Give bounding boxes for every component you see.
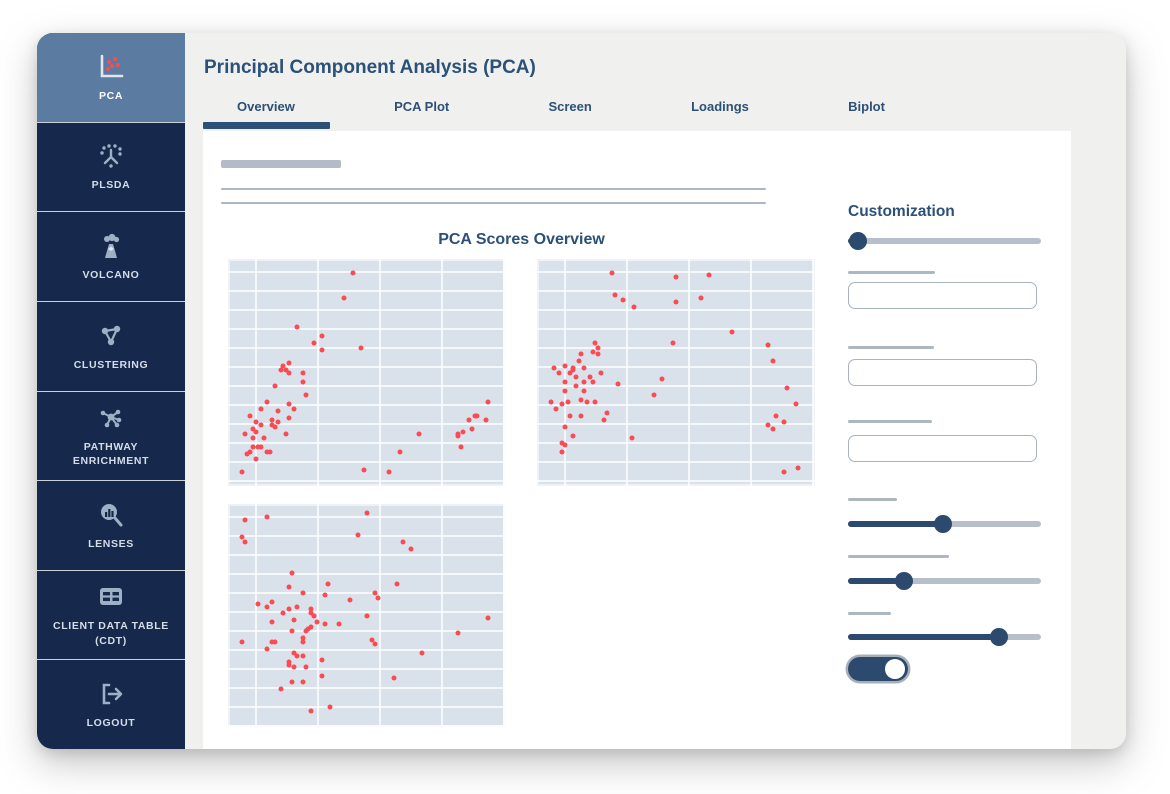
scatter-point xyxy=(486,615,491,620)
slider-label-line xyxy=(848,498,897,501)
scatter-point xyxy=(562,363,567,368)
scatter-point xyxy=(596,352,601,357)
scatter-point xyxy=(300,370,305,375)
scatter-point xyxy=(336,622,341,627)
sidebar xyxy=(37,33,185,749)
scatter-point xyxy=(593,400,598,405)
pca-scatter-plot-2[interactable] xyxy=(537,259,815,486)
sidebar-item-client-data-table[interactable] xyxy=(37,570,185,660)
slider-track xyxy=(848,238,1041,244)
scatter-point xyxy=(264,604,269,609)
scatter-point xyxy=(314,620,319,625)
tab-screen[interactable]: Screen xyxy=(548,99,592,114)
scatter-point xyxy=(270,418,275,423)
content-panel xyxy=(203,131,1071,749)
skeleton-text-line xyxy=(221,202,766,204)
data-table-icon xyxy=(94,582,128,612)
scatter-point xyxy=(253,420,258,425)
scatter-point xyxy=(286,415,291,420)
scatter-point xyxy=(245,452,250,457)
sidebar-item-pca[interactable] xyxy=(37,33,185,122)
scatter-point xyxy=(286,662,291,667)
scatter-point xyxy=(765,343,770,348)
scatter-point xyxy=(264,515,269,520)
scatter-point xyxy=(560,402,565,407)
scatter-point xyxy=(311,340,316,345)
toggle-switch[interactable] xyxy=(848,657,908,681)
slider-fill xyxy=(848,634,999,640)
scatter-point xyxy=(548,400,553,405)
scatter-point xyxy=(475,413,480,418)
scatter-point xyxy=(350,270,355,275)
scatter-point xyxy=(320,334,325,339)
scatter-point xyxy=(250,436,255,441)
scatter-point xyxy=(342,295,347,300)
scatter-point xyxy=(256,602,261,607)
scatter-point xyxy=(248,413,253,418)
scatter-point xyxy=(458,445,463,450)
scatter-point xyxy=(579,352,584,357)
scatter-point xyxy=(632,304,637,309)
tab-overview[interactable]: Overview xyxy=(237,99,295,114)
scatter-point xyxy=(320,347,325,352)
tab-bar xyxy=(237,99,885,114)
molecule-network-icon xyxy=(94,403,128,433)
scatter-point xyxy=(284,431,289,436)
scatter-point xyxy=(320,673,325,678)
scatter-point xyxy=(796,465,801,470)
scatter-point xyxy=(397,449,402,454)
scatter-point xyxy=(239,640,244,645)
scatter-point xyxy=(486,400,491,405)
skeleton-text-bar xyxy=(221,160,341,168)
section-title: PCA Scores Overview xyxy=(438,231,605,248)
scatter-point xyxy=(300,640,305,645)
scatter-point xyxy=(386,470,391,475)
scatter-point xyxy=(253,429,258,434)
scatter-point xyxy=(356,533,361,538)
scatter-point xyxy=(264,646,269,651)
scatter-point xyxy=(347,597,352,602)
scatter-point xyxy=(286,584,291,589)
scatter-point xyxy=(275,409,280,414)
scatter-point xyxy=(590,379,595,384)
scatter-point xyxy=(629,436,634,441)
custom-slider-1[interactable] xyxy=(848,515,1041,533)
sidebar-item-logout[interactable] xyxy=(37,659,185,749)
scatter-point xyxy=(651,393,656,398)
scatter-axis-icon xyxy=(94,52,128,82)
scatter-point xyxy=(408,546,413,551)
scatter-point xyxy=(612,293,617,298)
scatter-point xyxy=(571,434,576,439)
slider-label-line xyxy=(848,612,891,615)
sidebar-item-label: VOLCANO xyxy=(82,268,140,281)
scatter-point xyxy=(782,420,787,425)
scatter-point xyxy=(322,593,327,598)
cluster-triangle-icon xyxy=(94,321,128,351)
scatter-point xyxy=(264,400,269,405)
sidebar-item-lenses[interactable] xyxy=(37,480,185,570)
scatter-point xyxy=(292,664,297,669)
scatter-point xyxy=(455,631,460,636)
tab-pca-plot[interactable]: PCA Plot xyxy=(394,99,450,114)
scatter-point xyxy=(582,379,587,384)
skeleton-text-line xyxy=(221,188,766,190)
scatter-point xyxy=(771,427,776,432)
scatter-point xyxy=(579,397,584,402)
scatter-point xyxy=(793,402,798,407)
scatter-point xyxy=(320,658,325,663)
sidebar-item-plsda[interactable] xyxy=(37,122,185,212)
sidebar-item-volcano[interactable] xyxy=(37,211,185,301)
top-slider[interactable] xyxy=(848,232,1041,250)
scatter-point xyxy=(295,604,300,609)
scatter-point xyxy=(259,445,264,450)
pca-scatter-plot-3[interactable] xyxy=(228,504,505,727)
scatter-point xyxy=(289,629,294,634)
logout-icon xyxy=(94,679,128,709)
scatter-point xyxy=(322,622,327,627)
scatter-point xyxy=(596,345,601,350)
page-title: Principal Component Analysis (PCA) xyxy=(204,57,536,78)
scatter-point xyxy=(289,571,294,576)
scatter-point xyxy=(785,386,790,391)
scatter-point xyxy=(551,365,556,370)
sidebar-item-label: PCA xyxy=(98,89,124,102)
scatter-point xyxy=(361,468,366,473)
scatter-point xyxy=(604,411,609,416)
scatter-point xyxy=(311,613,316,618)
scatter-point xyxy=(774,413,779,418)
scatter-point xyxy=(270,600,275,605)
scatter-point xyxy=(707,272,712,277)
sidebar-item-label: LOGOUT xyxy=(86,717,136,730)
scatter-point xyxy=(392,675,397,680)
scatter-point xyxy=(590,350,595,355)
scatter-point xyxy=(300,680,305,685)
scatter-point xyxy=(270,620,275,625)
scatter-point xyxy=(771,359,776,364)
scatter-point xyxy=(562,379,567,384)
custom-input-1[interactable] xyxy=(848,282,1037,309)
scatter-point xyxy=(585,400,590,405)
app-card xyxy=(37,33,1126,749)
scatter-point xyxy=(562,388,567,393)
scatter-point xyxy=(242,539,247,544)
scatter-point xyxy=(364,613,369,618)
slider-fill xyxy=(848,521,943,527)
field-label-line xyxy=(848,346,934,349)
slider-handle[interactable] xyxy=(849,232,867,250)
sidebar-item-label: PATHWAY ENRICHMENT xyxy=(72,441,150,468)
pca-scatter-plot-1[interactable] xyxy=(228,259,505,486)
tab-loadings[interactable]: Loadings xyxy=(691,99,749,114)
scatter-point xyxy=(560,449,565,454)
scatter-point xyxy=(259,406,264,411)
scatter-point xyxy=(671,340,676,345)
volcano-icon xyxy=(94,231,128,261)
scatter-point xyxy=(621,297,626,302)
custom-input-2[interactable] xyxy=(848,359,1037,386)
slider-handle[interactable] xyxy=(990,628,1008,646)
scatter-point xyxy=(303,664,308,669)
scatter-point xyxy=(729,329,734,334)
scatter-point xyxy=(394,582,399,587)
custom-input-3[interactable] xyxy=(848,435,1037,462)
tab-biplot[interactable]: Biplot xyxy=(848,99,885,114)
scatter-point xyxy=(259,422,264,427)
scatter-point xyxy=(278,687,283,692)
scatter-point xyxy=(598,370,603,375)
slider-handle[interactable] xyxy=(934,515,952,533)
scatter-point xyxy=(328,704,333,709)
scatter-point xyxy=(286,402,291,407)
sidebar-item-label: CLUSTERING xyxy=(73,358,149,371)
scatter-point xyxy=(568,413,573,418)
scatter-point xyxy=(289,680,294,685)
sidebar-item-clustering[interactable] xyxy=(37,301,185,391)
sidebar-item-label: PLSDA xyxy=(91,179,131,192)
scatter-point xyxy=(483,418,488,423)
scatter-point xyxy=(358,345,363,350)
scatter-point xyxy=(375,595,380,600)
scatter-point xyxy=(674,275,679,280)
scatter-point xyxy=(273,384,278,389)
field-label-line xyxy=(848,271,935,274)
scatter-point xyxy=(554,406,559,411)
scatter-point xyxy=(262,436,267,441)
scatter-point xyxy=(303,393,308,398)
scatter-point xyxy=(300,653,305,658)
scatter-point xyxy=(582,365,587,370)
scatter-point xyxy=(469,427,474,432)
customization-title: Customization xyxy=(848,203,955,220)
custom-slider-3[interactable] xyxy=(848,628,1041,646)
scatter-point xyxy=(573,384,578,389)
scatter-point xyxy=(576,359,581,364)
scatter-point xyxy=(699,295,704,300)
scatter-point xyxy=(455,434,460,439)
scatter-point xyxy=(573,375,578,380)
scatter-point xyxy=(273,640,278,645)
branch-scatter-icon xyxy=(94,141,128,171)
scatter-point xyxy=(579,413,584,418)
sidebar-item-pathway-enrichment[interactable] xyxy=(37,391,185,481)
sidebar-item-label: LENSES xyxy=(88,537,134,550)
scatter-point xyxy=(292,617,297,622)
magnifier-chart-icon xyxy=(94,500,128,530)
scatter-point xyxy=(286,361,291,366)
active-tab-underline xyxy=(203,122,330,129)
scatter-point xyxy=(674,300,679,305)
scatter-point xyxy=(306,626,311,631)
scatter-point xyxy=(582,388,587,393)
scatter-point xyxy=(239,470,244,475)
slider-label-line xyxy=(848,555,949,558)
scatter-point xyxy=(610,270,615,275)
scatter-point xyxy=(364,510,369,515)
scatter-point xyxy=(615,381,620,386)
scatter-point xyxy=(295,325,300,330)
scatter-point xyxy=(466,418,471,423)
scatter-point xyxy=(568,370,573,375)
scatter-point xyxy=(565,400,570,405)
main-area xyxy=(185,33,1126,749)
scatter-point xyxy=(419,651,424,656)
scatter-point xyxy=(278,368,283,373)
scatter-point xyxy=(601,418,606,423)
scatter-point xyxy=(557,370,562,375)
scatter-point xyxy=(325,582,330,587)
scatter-point xyxy=(562,424,567,429)
scatter-point xyxy=(765,422,770,427)
scatter-point xyxy=(562,443,567,448)
scatter-point xyxy=(281,611,286,616)
scatter-point xyxy=(273,424,278,429)
toggle-knob xyxy=(885,659,905,679)
scatter-point xyxy=(300,591,305,596)
scatter-point xyxy=(782,470,787,475)
scatter-point xyxy=(660,377,665,382)
scatter-point xyxy=(372,642,377,647)
scatter-point xyxy=(295,653,300,658)
scatter-point xyxy=(417,431,422,436)
scatter-point xyxy=(309,709,314,714)
scatter-point xyxy=(292,406,297,411)
scatter-point xyxy=(300,379,305,384)
sidebar-item-label: CLIENT DATA TABLE (CDT) xyxy=(53,620,169,647)
scatter-point xyxy=(242,517,247,522)
custom-slider-2[interactable] xyxy=(848,572,1041,590)
scatter-point xyxy=(253,456,258,461)
field-label-line xyxy=(848,420,932,423)
scatter-point xyxy=(267,449,272,454)
scatter-point xyxy=(286,370,291,375)
scatter-point xyxy=(400,539,405,544)
scatter-point xyxy=(461,429,466,434)
scatter-point xyxy=(242,431,247,436)
slider-handle[interactable] xyxy=(895,572,913,590)
scatter-point xyxy=(286,606,291,611)
